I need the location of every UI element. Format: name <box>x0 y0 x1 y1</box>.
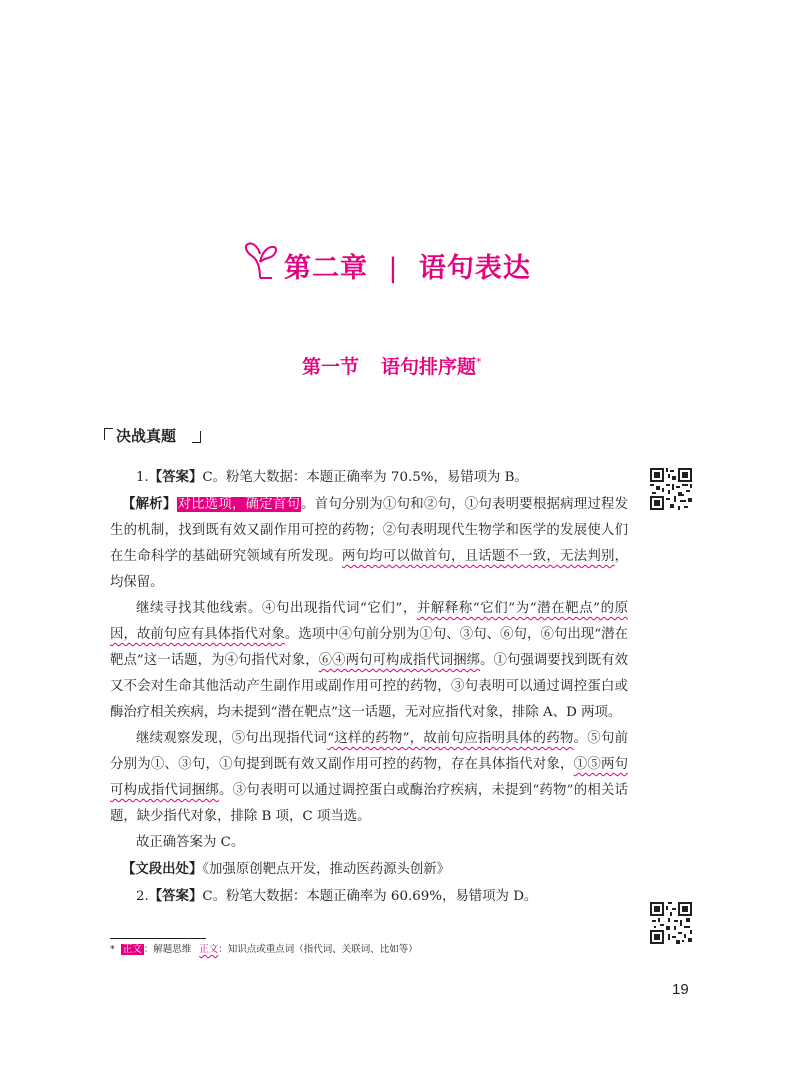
q1-answer-line <box>110 464 628 491</box>
q2-number: 2. <box>136 889 149 904</box>
footnote <box>110 941 418 955</box>
footnote-star: * <box>110 944 115 955</box>
analysis-text: 。首句分别为①句和②句，①句表明要根据病理过程发生的机制，找到既有效又副作用可控的药物；②句表明现代生物学和医学的发展使人们在生命科学的基础研究领域有所发现。 <box>110 497 629 564</box>
key-point-underline: “这样的药物”，故前句应指明具体的药物 <box>327 731 574 746</box>
qr-code-icon[interactable] <box>650 468 692 510</box>
source-tag: 【文段出处】 <box>122 861 203 877</box>
q1-analysis-tag: 【解析】 <box>122 496 177 512</box>
analysis-text: ，均保留。 <box>110 549 629 590</box>
analysis-highlight: 对比选项，确定首句 <box>177 497 301 512</box>
q1-conclusion: 故正确答案为 C。 <box>136 835 245 850</box>
key-point-underline: ⑥④两句可构成指代词捆绑 <box>318 653 481 668</box>
sprout-icon <box>240 238 280 282</box>
q1-number: 1. <box>136 470 149 485</box>
analysis-text: 继续寻找其他线索。④句出现指代词“它们”， <box>136 601 417 616</box>
q2-answer-text: C。粉笔大数据：本题正确率为 60.69%，易错项为 D。 <box>202 889 538 904</box>
footnote-highlight-label: 正文 <box>122 944 142 955</box>
practice-heading: 决战真题 <box>116 427 177 445</box>
bracket-top-left-icon <box>104 428 113 440</box>
chapter-separator: | <box>388 253 399 284</box>
chapter-title <box>284 246 531 285</box>
bracket-bottom-right-icon <box>192 431 201 443</box>
analysis-text: 。①句强调要找到既有效又不会对生命其他活动产生副作用或副作用可控的药物，③句表明可以通过调控蛋白或酶治疗相关疾病，均未提到“潜在靶点”这一话题，无对应指代对象，排除 A、D 两项。 <box>110 653 628 720</box>
key-point-underline: 并解释称“它们”为“潜在靶点”的原因，故前句应有具体指代对象 <box>110 601 628 642</box>
section-label: 第一节 <box>302 356 360 378</box>
key-point-underline: 两句均可以做首句，且话题不一致，无法判别 <box>341 549 615 564</box>
qr-code-icon[interactable] <box>650 902 692 944</box>
chapter-number: 第二章 <box>284 253 368 284</box>
chapter-header <box>0 232 800 292</box>
chapter-name: 语句表达 <box>418 253 531 284</box>
analysis-text: 。选项中④句前分别为①句、③句、⑥句，⑥句出现“潜在靶点”这一话题，为④句指代对象， <box>110 627 628 668</box>
analysis-text: 。③句表明可以通过调控蛋白或酶治疗疾病，未提到“药物”的相关话题，缺少指代对象，排除 B 项，C 项当选。 <box>110 783 628 824</box>
analysis-text: 继续观察发现，⑤句出现指代词 <box>136 731 328 746</box>
analysis-text: 。⑤句前分别为①、③句，①句提到既有效又副作用可控的药物，存在具体指代对象， <box>110 731 629 772</box>
q1-analysis-paragraph <box>110 491 628 596</box>
footnote-text-2: ：知识点或重点词（指代词、关联词、比如等） <box>218 944 418 955</box>
section-title <box>302 352 482 379</box>
key-point-underline: ①⑤两句可构成指代词捆绑 <box>110 757 629 798</box>
q1-answer-text: C。粉笔大数据：本题正确率为 70.5%，易错项为 B。 <box>202 470 528 485</box>
source-text: 《加强原创靶点开发，推动医药源头创新》 <box>202 862 451 877</box>
section-name: 语句排序题 <box>381 356 477 378</box>
section-marker: * <box>476 355 482 369</box>
footnote-divider <box>110 938 206 939</box>
footnote-text-1: ：解题思维 <box>143 944 192 955</box>
q2-answer-tag: 【答案】 <box>148 888 203 904</box>
answer-body <box>110 464 628 910</box>
footnote-underline-label: 正文 <box>199 944 219 955</box>
q1-answer-tag: 【答案】 <box>148 469 203 485</box>
q1-paragraph-3 <box>110 726 628 830</box>
page-number: 19 <box>672 981 689 998</box>
q2-answer-line <box>110 883 628 910</box>
q1-source <box>110 856 628 883</box>
q1-paragraph-2 <box>110 596 628 726</box>
